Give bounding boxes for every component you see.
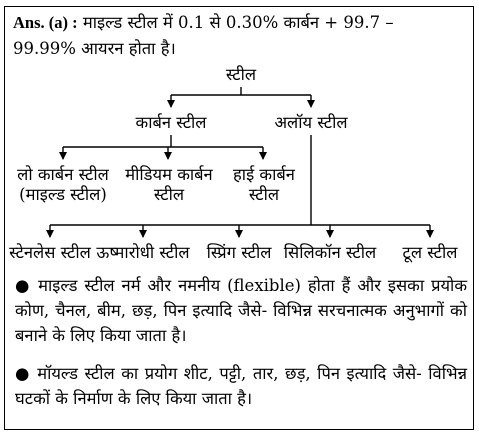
bullet-item [15, 361, 467, 411]
bullet-item [15, 273, 467, 348]
node-high-carbon-steel [219, 165, 309, 205]
node-high-carbon-line1: हाई कार्बन [233, 165, 295, 184]
answer-box [4, 6, 474, 430]
node-medium-carbon-steel [115, 165, 223, 205]
classification-tree-lines [5, 7, 475, 267]
node-stainless-steel: स्टेनलेस स्टील [9, 243, 91, 262]
bullet-text: माइल्ड स्टील नर्म और नमनीय (flexible) होता हैं और इसका प्रयोक कोण, चैनल, बीम, छड़, पिन इत्यादि जैसे- विभिन्न सरचनात्मक अनुभागों को बनाने के लिए किया जाता है। [15, 276, 467, 345]
bullet-text: मॉयल्ड स्टील का प्रयोग शीट, पट्टी, तार, छड़, पिन इत्यादि जैसे- विभिन्न घटकों के निर्माण के लिए किया जाता है। [15, 364, 468, 408]
node-low-carbon-line2: (माइल्ड स्टील) [19, 185, 107, 204]
node-alloy-steel: अलॉय स्टील [274, 113, 348, 132]
node-medium-carbon-line2: स्टील [153, 185, 185, 204]
node-steel: स्टील [225, 65, 257, 84]
bullet-marker: ● [15, 364, 31, 383]
answer-line-2: 99.99% आयरन होता है। [13, 39, 176, 58]
node-carbon-steel: कार्बन स्टील [135, 113, 207, 132]
node-silicon-steel: सिलिकॉन स्टील [283, 243, 377, 262]
node-heat-resistant-steel: ऊष्मारोधी स्टील [96, 243, 190, 262]
node-high-carbon-line2: स्टील [248, 185, 280, 204]
node-medium-carbon-line1: मीडियम कार्बन [125, 165, 213, 184]
bullet-marker: ● [15, 276, 32, 295]
answer-text-1: माइल्ड स्टील में 0.1 से 0.30% कार्बन + 99.7 – [82, 13, 394, 32]
answer-label: Ans. (a) : [13, 13, 78, 32]
node-low-carbon-steel [3, 165, 123, 205]
node-spring-steel: स्प्रिंग स्टील [206, 243, 272, 262]
node-tool-steel: टूल स्टील [402, 243, 458, 262]
node-low-carbon-line1: लो कार्बन स्टील [17, 165, 109, 184]
